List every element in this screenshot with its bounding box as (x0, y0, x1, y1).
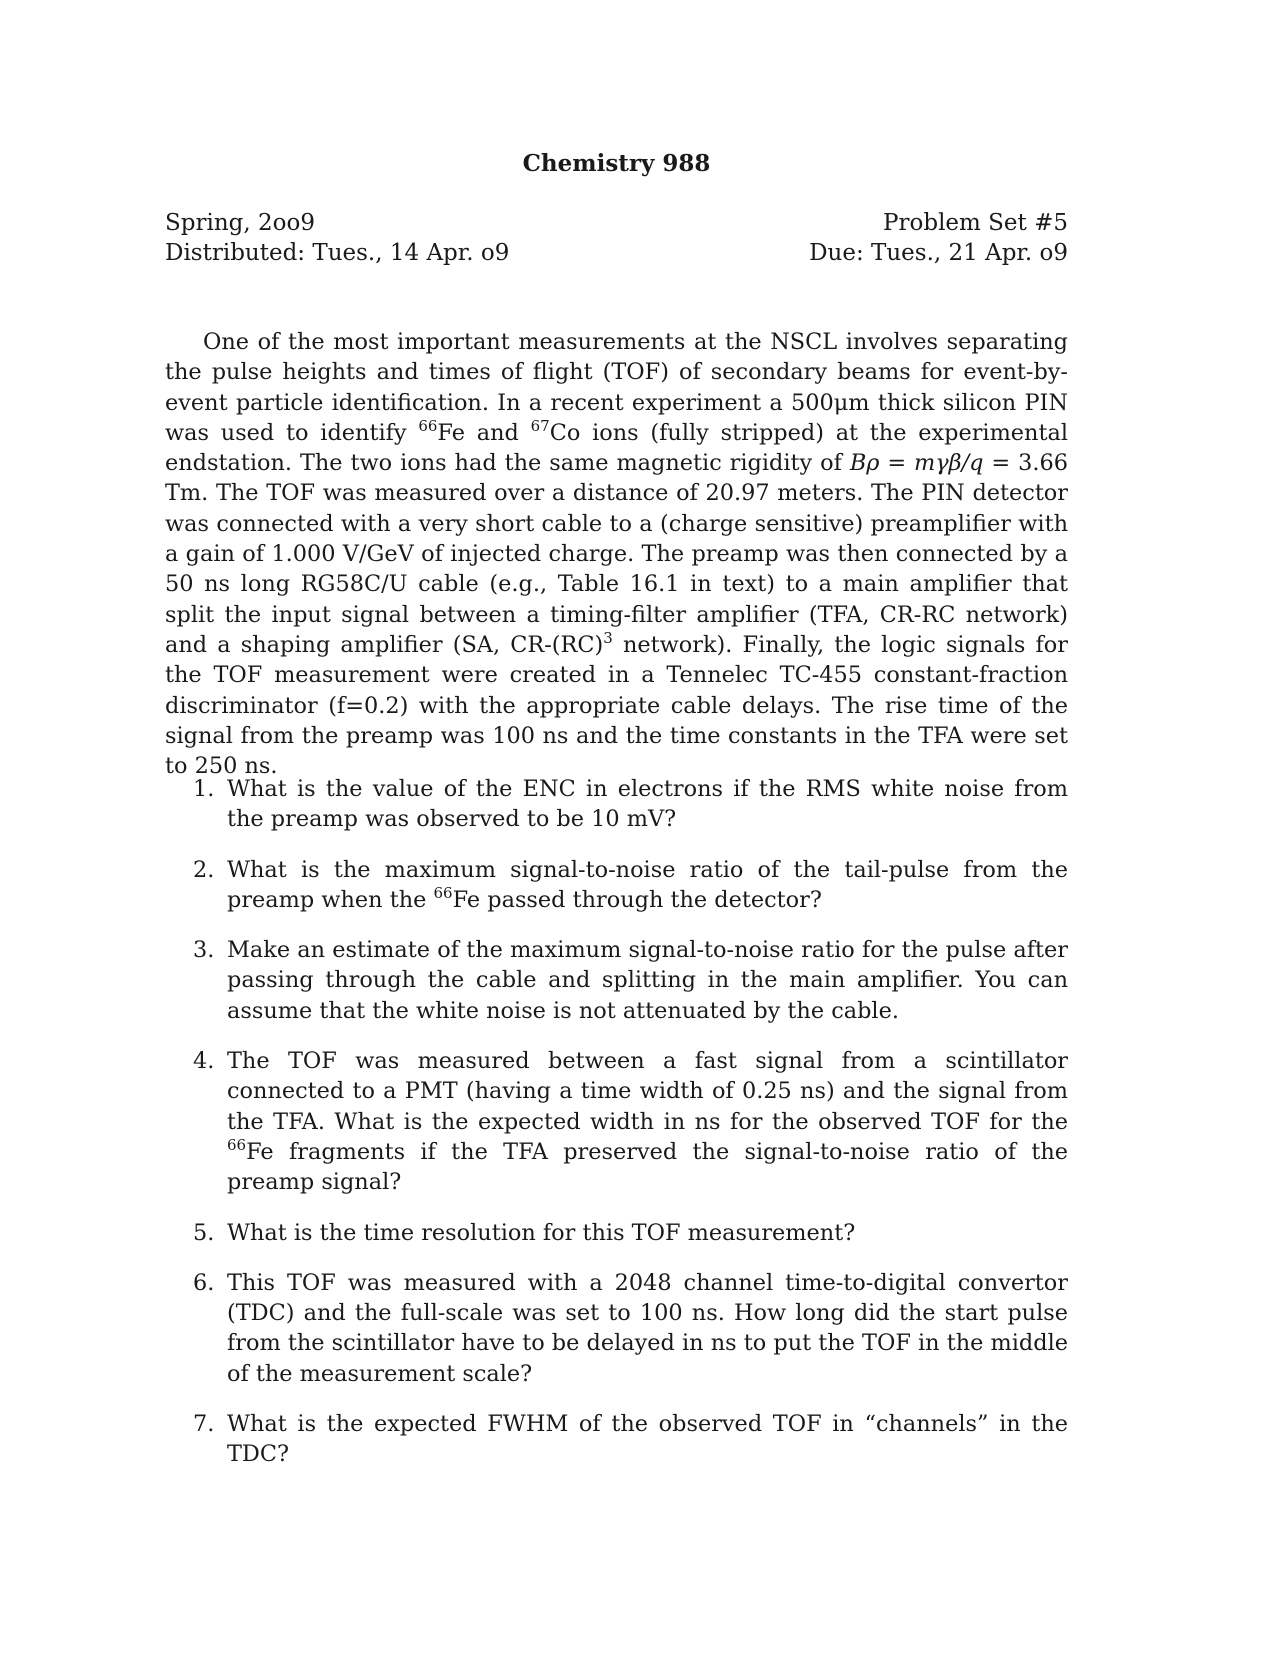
question-number: 3. (193, 937, 215, 964)
header-left (165, 208, 509, 268)
question-number: 2. (193, 856, 215, 883)
question-text: What is the time resolution for this TOF measurement? (227, 1219, 856, 1246)
question-item (165, 774, 1068, 835)
question-list (165, 774, 1068, 1490)
question-item (165, 1218, 1068, 1248)
isotope-mass: 66 (433, 883, 453, 902)
intro-text-3: = 3.66 Tm. The TOF was measured over a distance of 20.97 meters. The PIN detector was connected with a very short cable to a (charge sensitive) preamplifier with a gain of 1.000 V/GeV of injected charge. The preamp was then connected by a 50 ns long RG58C/U cable (e.g., Table 16.1 in text) to a main amplifier that split the input signal between a timing-filter amplifier (TFA, CR-RC network) and a shaping amplifier (SA, CR-(RC) (165, 450, 1068, 658)
rigidity-equation: Bρ = mγβ/q (849, 450, 984, 477)
question-text: Fe passed through the detector? (452, 886, 822, 913)
question-item (165, 855, 1068, 916)
term-label: Spring, 2oo9 (165, 210, 315, 236)
question-number: 1. (193, 776, 215, 802)
intro-text-2: Co ions (fully stripped) at the experimental endstation. The two ions had the same magnetic rigidity of (165, 419, 1068, 477)
question-text: Make an estimate of the maximum signal-to-noise ratio for the pulse after passing through the cable and splitting in the main amplifier. You can assume that the white noise is not attenuated by the cable. (227, 937, 1068, 1024)
question-item (165, 1409, 1068, 1470)
question-number: 4. (193, 1048, 215, 1075)
question-text: What is the maximum signal-to-noise ratio of the tail-pulse from the preamp when the (227, 856, 1068, 913)
intro-paragraph (165, 327, 1068, 781)
distributed-date: Distributed: Tues., 14 Apr. o9 (165, 240, 510, 266)
header-right (809, 208, 1068, 268)
question-item (165, 935, 1068, 1026)
question-item (165, 1046, 1068, 1197)
question-number: 5. (193, 1219, 215, 1246)
question-text: Fe fragments if the TFA preserved the signal-to-noise ratio of the preamp signal? (227, 1138, 1068, 1196)
isotope-mass-co: 67 (530, 416, 550, 435)
question-number: 6. (193, 1269, 215, 1296)
question-number: 7. (193, 1411, 215, 1438)
question-text: What is the expected FWHM of the observed TOF in “channels” in the TDC? (227, 1411, 1068, 1468)
due-date: Due: Tues., 21 Apr. o9 (809, 240, 1068, 266)
isotope-mass-fe: 66 (418, 416, 438, 435)
question-item (165, 1268, 1068, 1389)
rc-exponent: 3 (603, 628, 613, 647)
question-text: The TOF was measured between a fast signal from a scintillator connected to a PMT (having a time width of 0.25 ns) and the signal from the TFA. What is the expected width in ns for the observed TOF for the (227, 1048, 1068, 1135)
problem-set-label: Problem Set #5 (883, 210, 1068, 236)
isotope-fe-text: Fe and (437, 419, 531, 446)
question-text: This TOF was measured with a 2048 channel time-to-digital convertor (TDC) and the full-scale was set to 100 ns. How long did the start pulse from the scintillator have to be delayed in ns to put the TOF in the middle of the measurement scale? (227, 1269, 1068, 1387)
course-title: Chemistry 988 (522, 150, 711, 177)
isotope-mass: 66 (227, 1135, 247, 1154)
intro-text-1: One of the most important measurements at the NSCL involves separating the pulse heights and times of flight (TOF) of secondary beams for event-by-event particle identification. In a recent experiment a 500μm thick silicon PIN was used to identify (165, 329, 1068, 446)
intro-text-4: network). Finally, the logic signals for the TOF measurement were created in a Tennelec TC-455 constant-fraction discriminator (f=0.2) with the appropriate cable delays. The rise time of the signal from the preamp was 100 ns and the time constants in the TFA were set to 250 ns. (165, 631, 1068, 780)
question-text: What is the value of the ENC in electrons if the RMS white noise from the preamp was observed to be 10 mV? (227, 776, 1068, 833)
